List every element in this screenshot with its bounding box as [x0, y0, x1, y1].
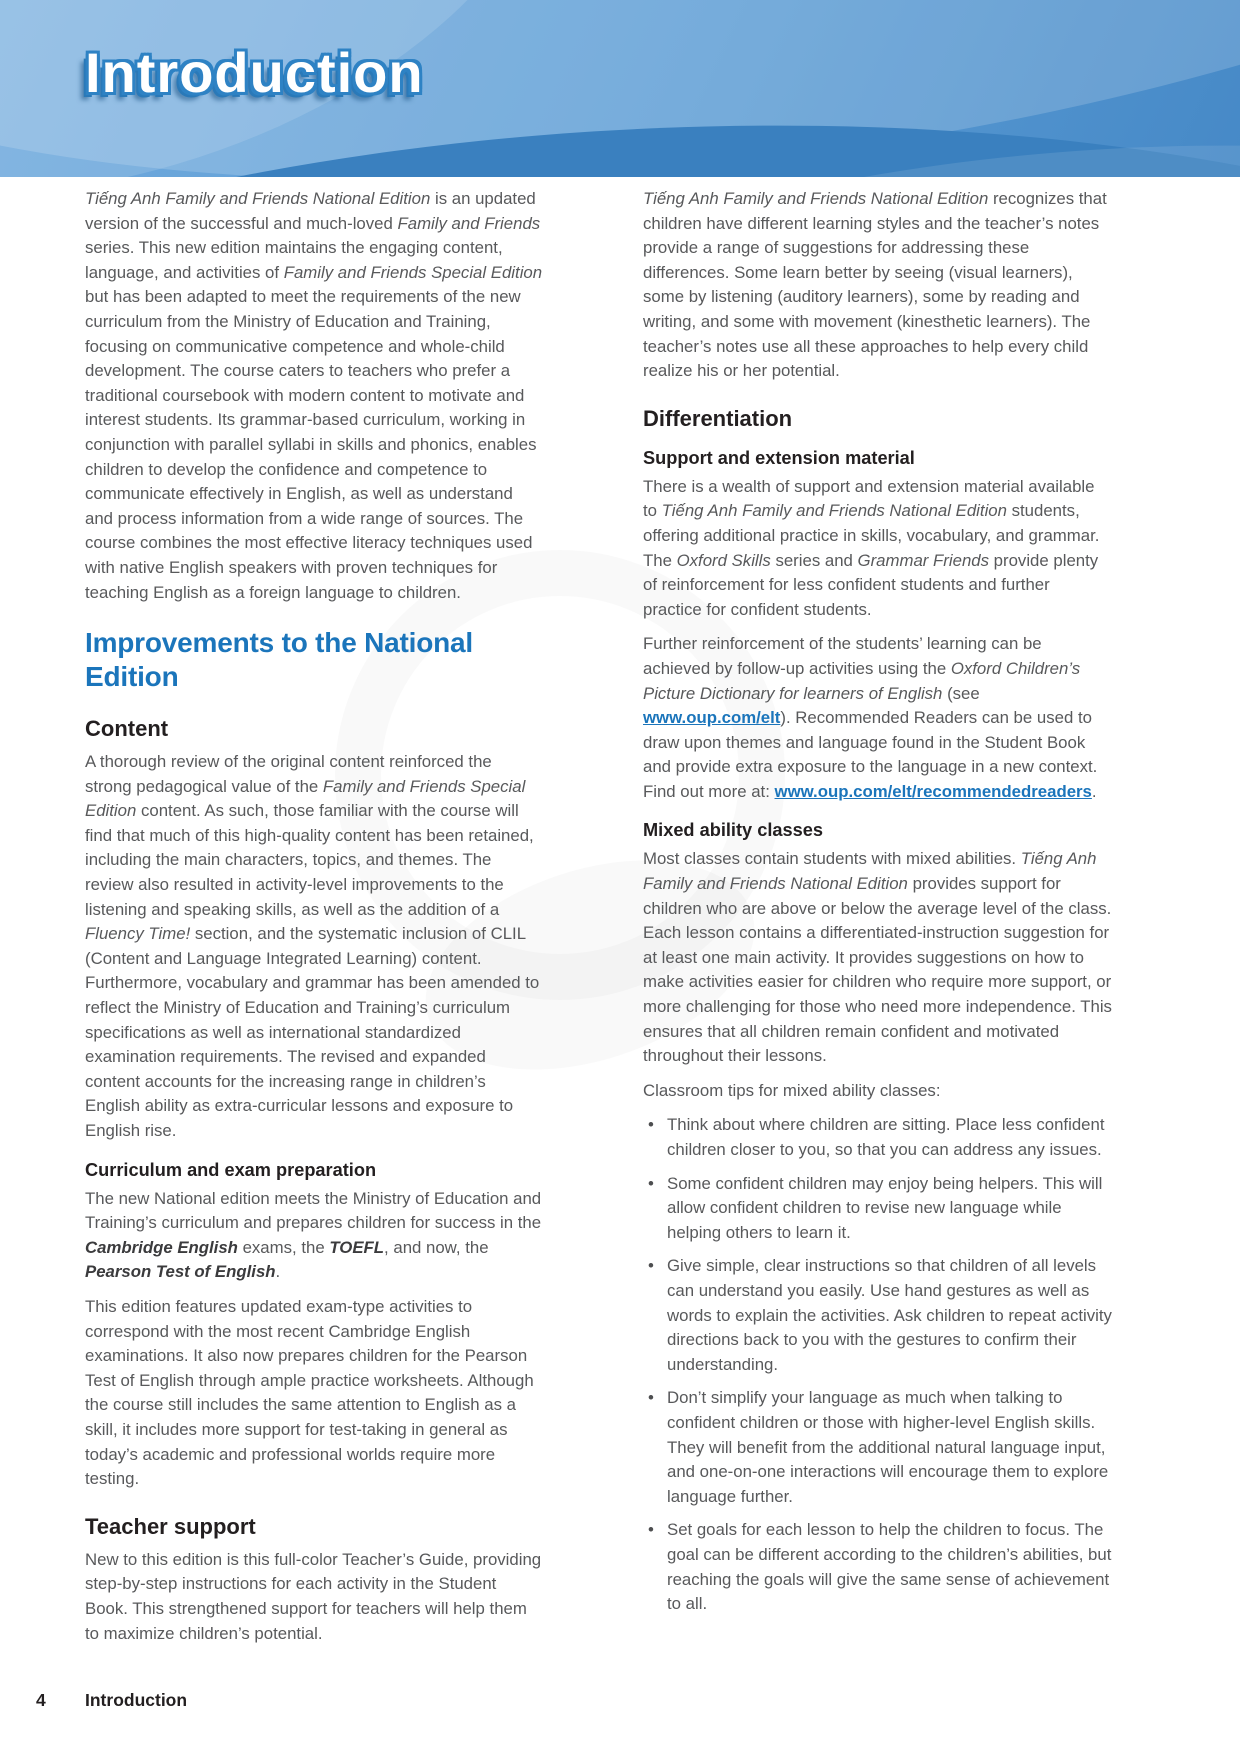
- text-run: section, and the systematic inclusion of CLIL (Content and Language Integrated Learning) content. Furthermore, vocabulary and grammar has been amended to reflect the Ministry of Education and Training’s curriculum specifications as well as international standardized examination requirements. The revised and expanded content accounts for the increasing range in children’s English ability as extra-curricular lessons and exposure to English rise.: [85, 924, 540, 1140]
- heading-teacher-support: [85, 1514, 543, 1540]
- content-paragraph: [85, 750, 543, 1144]
- mixed-ability-paragraph: [643, 847, 1113, 1068]
- text-run: , and now, the: [384, 1237, 489, 1257]
- text-run: This edition features updated exam-type activities to correspond with the most recent Cambridge English examinations. It also now prepares children for the Pearson Test of English through ample practice worksheets. Although the course still includes the same attention to English as a skill, it includes more support for test-taking in general as today’s academic and professional worlds require more testing.: [85, 1296, 534, 1489]
- text-run: series. This new edition maintains the engaging content, language, and activities of: [85, 238, 503, 282]
- text-run: content. As such, those familiar with the course will find that much of this high-quality content has been retained, including the main characters, topics, and themes. The review also resulted in activity-level improvements to the listening and speaking skills, as well as the addition of a: [85, 801, 534, 919]
- text-run: (see: [942, 683, 980, 703]
- text-run: Grammar Friends: [857, 550, 990, 570]
- support-paragraph-1: [643, 475, 1113, 623]
- classroom-tips-list: [643, 1113, 1113, 1616]
- text-run: Oxford Children’s Picture Dictionary for learners of English: [643, 658, 1081, 703]
- text-run: recognizes that children have different learning styles and the teacher’s notes provide a range of suggestions for addressing these differences. Some learn better by seeing (visual learners), some by listening (auditory learners), some by reading and writing, and some with movement (kinesthetic learners). The teacher’s notes use all these approaches to help every child realize his or her potential.: [643, 189, 1107, 381]
- text-run: Further reinforcement of the students’ learning can be achieved by follow-up activities using the: [643, 634, 1042, 678]
- heading-support-extension: [643, 447, 1113, 470]
- text-run: Classroom tips for mixed ability classes:: [643, 1080, 941, 1100]
- text-run: The new National edition meets the Ministry of Education and Training’s curriculum and prepares children for success in the: [85, 1188, 542, 1233]
- text-run: .: [1091, 781, 1097, 801]
- text-run: provides support for children who are above or below the average level of the class. Each lesson contains a differentiated-instruction suggestion for at least one main activity. It provides suggestions on how to make activities easier for children who require more support, or more challenging for those who need more independence. This ensures that all children remain confident and motivated throughout their lessons.: [643, 874, 1112, 1066]
- bullet-item: • Don’t simplify your language as much when talking to confident children or those with higher-level English skills. They will benefit from the additional natural language input, and one-on-one interactions will encourage them to explore language further.: [643, 1386, 1113, 1509]
- text-run: New to this edition is this full-color Teacher’s Guide, providing step-by-step instructions for each activity in the Student Book. This strengthened support for teachers will help them to maximize children’s potential.: [85, 1549, 542, 1643]
- text-run: students, offering additional practice in skills, vocabulary, and grammar. The: [643, 501, 1100, 570]
- text-run: Content: [85, 716, 169, 742]
- text-run: series and: [770, 550, 858, 570]
- page-banner: [0, 0, 1240, 177]
- text-run: .: [275, 1262, 281, 1282]
- text-run: exams, the: [237, 1237, 330, 1257]
- page-title: Introduction: [85, 41, 424, 104]
- left-column: [85, 187, 543, 1656]
- text-run: Teacher support: [85, 1513, 256, 1539]
- page-number: 4: [36, 1690, 46, 1710]
- heading-differentiation: [643, 406, 1113, 432]
- text-run: Tiếng Anh Family and Friends National Edition: [643, 849, 1097, 894]
- text-run: provide plenty of reinforcement for less confident students and further practice for confident students.: [643, 550, 1099, 619]
- link[interactable]: www.oup.com/elt: [643, 708, 781, 728]
- bullet-item: • Think about where children are sitting. Place less confident children closer to you, so that you can address any issues.: [643, 1113, 1113, 1162]
- text-run: Tiếng Anh Family and Friends National Edition: [661, 501, 1007, 521]
- link[interactable]: www.oup.com/elt/recommendedreaders: [774, 781, 1092, 801]
- text-run: Pearson Test of English: [85, 1262, 276, 1282]
- bullet-item: • Some confident children may enjoy being helpers. This will allow confident children to revise new language while helping others to learn it.: [643, 1172, 1113, 1246]
- heading-mixed-ability: [643, 819, 1113, 842]
- text-run: Fluency Time!: [85, 924, 191, 944]
- text-run: Differentiation: [643, 405, 793, 431]
- text-run: Family and Friends Special Edition: [85, 776, 526, 821]
- support-paragraph-2: [643, 632, 1113, 804]
- teacher-support-paragraph: [85, 1548, 543, 1646]
- text-run: Curriculum and exam preparation: [85, 1159, 377, 1180]
- text-run: There is a wealth of support and extension material available to: [643, 476, 1095, 521]
- right-column: [643, 187, 1113, 1656]
- text-run: Family and Friends Special Edition: [283, 262, 543, 282]
- text-run: Support and extension material: [643, 447, 915, 468]
- learning-styles-paragraph: [643, 187, 1113, 384]
- text-run: Tiếng Anh Family and Friends National Edition: [85, 189, 431, 208]
- text-run: is an updated version of the successful and much-loved: [85, 189, 536, 233]
- text-run: ). Recommended Readers can be used to draw upon themes and language found in the Student Book and provide extra exposure to the language in a new context. Find out more at:: [643, 708, 1098, 801]
- text-run: A thorough review of the original content reinforced the strong pedagogical value of the: [85, 752, 492, 796]
- text-run: Tiếng Anh Family and Friends National Edition: [643, 189, 989, 208]
- curriculum-paragraph-1: [85, 1187, 543, 1285]
- bullet-item: • Give simple, clear instructions so that children of all levels can understand you easily. Use hand gestures as well as words to explain the activities. Ask children to repeat activity directions back to you with the gestures to confirm their understanding.: [643, 1254, 1113, 1377]
- text-run: TOEFL: [329, 1237, 385, 1257]
- heading-improvements: [85, 626, 543, 694]
- text-run: Family and Friends: [397, 213, 541, 233]
- text-run: but has been adapted to meet the requirements of the new curriculum from the Ministry of Education and Training, focusing on communicative competence and whole-child development. The course caters to teachers who prefer a traditional coursebook with modern content to motivate and interest students. Its grammar-based curriculum, working in conjunction with parallel syllabi in skills and phonics, enables children to develop the confidence and competence to communicate effectively in English, as well as understand and process information from a wide range of sources. The course combines the most effective literacy techniques used with native English speakers with proven techniques for teaching English as a foreign language to children.: [85, 287, 537, 602]
- text-run: Mixed ability classes: [643, 820, 823, 841]
- bullet-item: • Set goals for each lesson to help the children to focus. The goal can be different according to the children’s abilities, but reaching the goals will give the same sense of achievement to all.: [643, 1518, 1113, 1616]
- page-content: [85, 187, 1113, 1656]
- heading-curriculum-exam: [85, 1159, 543, 1182]
- text-run: Improvements to the National Edition: [85, 627, 474, 693]
- classroom-tips-lead: [643, 1079, 1113, 1104]
- text-run: Most classes contain students with mixed abilities.: [643, 849, 1021, 869]
- heading-content: [85, 716, 543, 742]
- footer-section-label: Introduction: [85, 1690, 188, 1710]
- intro-paragraph: [85, 187, 543, 605]
- text-run: Oxford Skills: [676, 550, 771, 570]
- text-run: Cambridge English: [85, 1237, 238, 1257]
- curriculum-paragraph-2: [85, 1295, 543, 1492]
